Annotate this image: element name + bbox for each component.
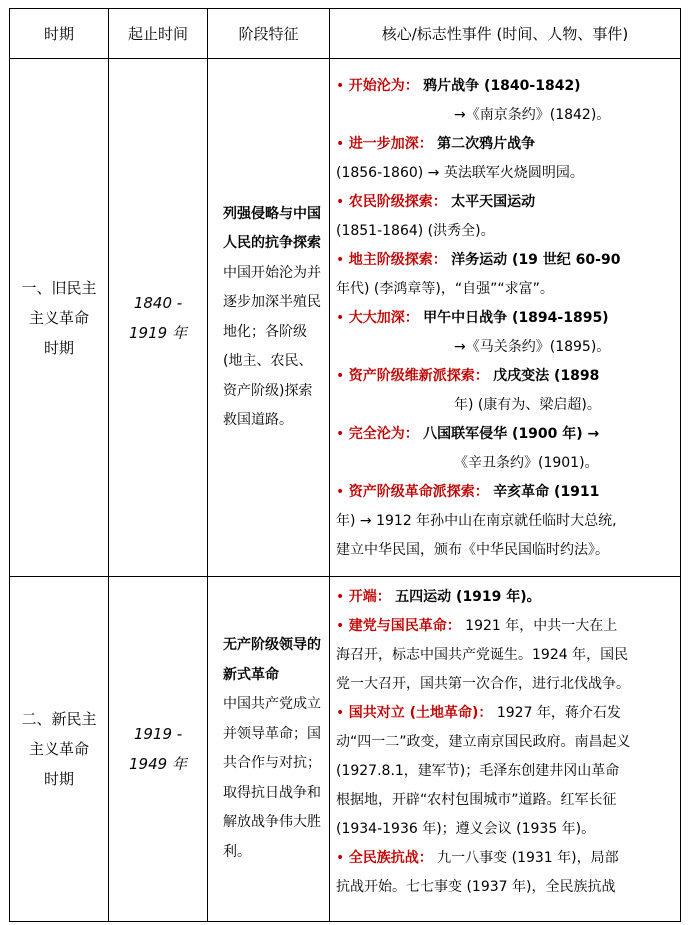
list-item: • 建党与国民革命： 1921 年，中共一大在上 海召开，标志中国共产党诞生。1924 年，国民 党一大召开，国共第一次合作，进行北伐战争。	[336, 618, 630, 692]
events-cell	[330, 59, 681, 577]
list-item: • 进一步加深： 第二次鸦片战争 (1856-1860) → 英法联军火烧圆明园。	[336, 136, 584, 181]
events-cell	[330, 577, 681, 922]
table-row	[10, 577, 681, 922]
list-item: • 国共对立 (土地革命)： 1927 年，蒋介石发 动“四一二”政变，建立南京国民政府。南昌起义 (1927.8.1，建军节)；毛泽东创建井冈山革命 根据地，开辟“农村包围城市”道路。红军长征 (1934-1936 年)；遵义会议 (1935 年)。	[336, 705, 631, 837]
header-range: 起止时间	[109, 9, 208, 59]
period-cell: 一、旧民主 主义革命 时期	[10, 59, 109, 577]
header-row	[10, 9, 681, 59]
list-item: • 农民阶级探索： 太平天国运动 (1851-1864) (洪秀全)。	[336, 194, 536, 239]
feature-cell	[208, 59, 330, 577]
list-item: • 地主阶级探索： 洋务运动 (19 世纪 60-90 年代) (李鸿章等)，“自强”“求富”。	[336, 252, 621, 297]
table-row	[10, 59, 681, 577]
list-item: • 开端： 五四运动 (1919 年)。	[336, 589, 541, 605]
range-cell: 1840 - 1919 年	[109, 59, 208, 577]
feature-body: 中国共产党成立并领导革命；国共合作与对抗；取得抗日战争和解放战争伟大胜利。	[223, 696, 321, 860]
list-item: • 完全沦为： 八国联军侵华 (1900 年) → 《辛丑条约》(1901)。	[336, 426, 600, 471]
list-item: • 资产阶级革命派探索： 辛亥革命 (1911 年) → 1912 年孙中山在南京就任临时大总统, 建立中华民国，颁布《中华民国临时约法》。	[336, 484, 617, 558]
list-item: • 资产阶级维新派探索： 戊戌变法 (1898 年) (康有为、梁启超)。	[336, 368, 601, 413]
list-item: • 开始沦为： 鸦片战争 (1840-1842) →《南京条约》(1842)。	[336, 78, 611, 123]
feature-title: 无产阶级领导的新式革命	[223, 637, 321, 683]
history-table	[9, 8, 681, 922]
list-item: • 全民族抗战： 九一八事变 (1931 年)，局部 抗战开始。七七事变 (1937 年)，全民族抗战	[336, 850, 619, 895]
feature-body: 中国开始沦为并逐步加深半殖民地化；各阶级(地主、农民、资产阶级)探索救国道路。	[223, 264, 321, 428]
header-feature: 阶段特征	[208, 9, 330, 59]
feature-title: 列强侵略与中国人民的抗争探索	[223, 205, 321, 251]
feature-cell	[208, 577, 330, 922]
range-cell: 1919 - 1949 年	[109, 577, 208, 922]
header-period: 时期	[10, 9, 109, 59]
header-events: 核心/标志性事件 (时间、人物、事件)	[330, 9, 681, 59]
list-item: • 大大加深： 甲午中日战争 (1894-1895) →《马关条约》(1895)。	[336, 310, 611, 355]
period-cell: 二、新民主 主义革命 时期	[10, 577, 109, 922]
